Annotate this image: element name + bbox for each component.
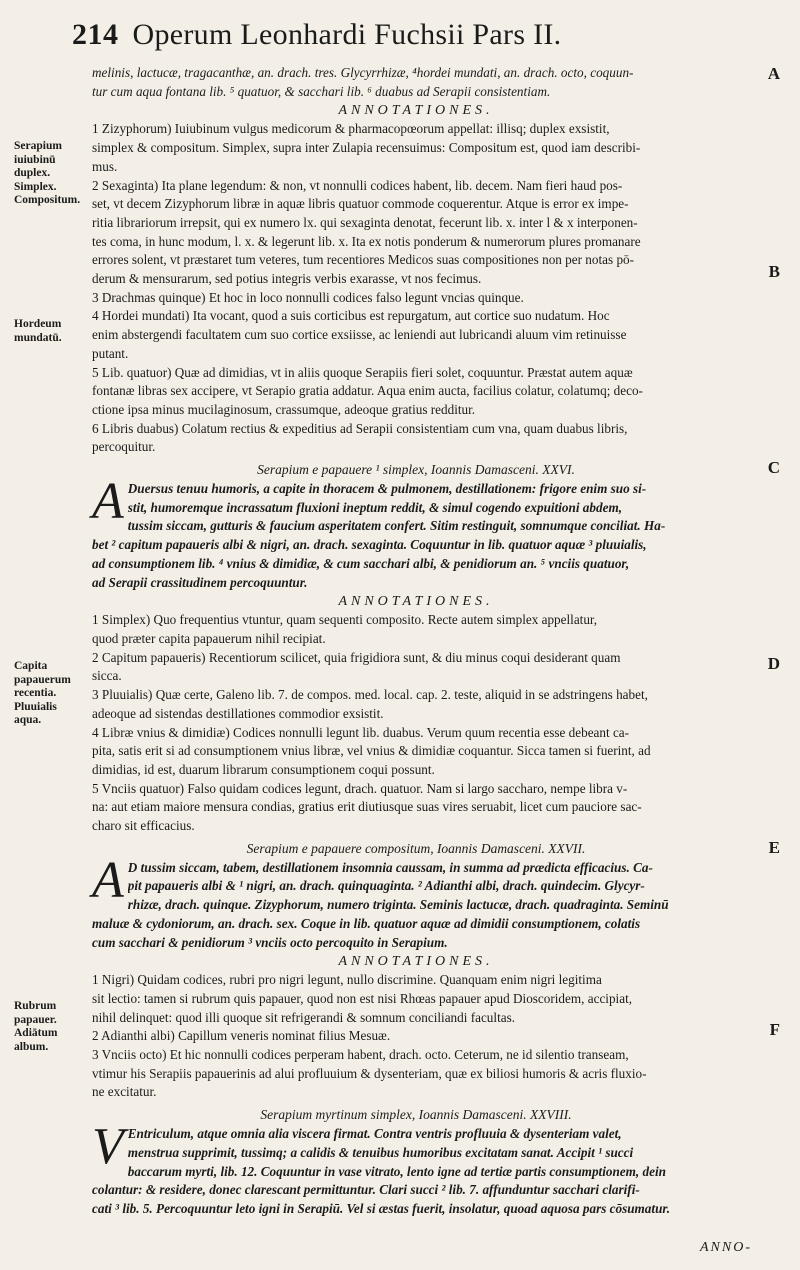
annotation-line: 3 Drachmas quinque) Et hoc in loco nonnulli codices falso legunt vncias quinque.: [92, 289, 524, 305]
catchword: ANNO-: [700, 1240, 752, 1255]
annotations-heading: ANNOTATIONES.: [338, 103, 494, 119]
margin-note-hordeum: Hordeum mundatū.: [14, 318, 62, 344]
page-header: [72, 18, 692, 62]
drop-cap: A: [92, 851, 124, 909]
recipe-block: [92, 473, 740, 592]
recipe-line: Entriculum, atque omnia alia viscera firmat. Contra ventris profluuia & dysenteriam valet,: [127, 1126, 622, 1142]
annotations-heading: ANNOTATIONES.: [338, 594, 494, 610]
recipe-line: bet ² capitum papaueris albi & nigri, an. drach. sexaginta. Coquuntur in lib. quatuor aquæ ³ pluuialis,: [92, 537, 647, 553]
annotation-line: set, vt decem Zizyphorum libræ in aquæ libris quatuor commode coquerentur. Atque is error ex impe-: [92, 196, 629, 212]
recipe-line: ad consumptionem lib. ⁴ vnius & dimidiæ, & cum sacchari albi, & penidiorum an. ⁵ vnciis quatuor,: [92, 555, 630, 571]
running-title: Operum Leonhardi Fuchsii Pars II.: [132, 18, 562, 51]
annotation-line: charo sit efficacius.: [92, 818, 195, 834]
section-title: Serapium e papauere compositum, Ioannis Damasceni. XXVII.: [246, 840, 586, 856]
recipe-line: colantur: & residere, donec clarescant permittuntur. Clari succi ² lib. 7. affunduntur sacchari clarifi-: [92, 1182, 640, 1198]
annotations-heading: ANNOTATIONES.: [338, 954, 494, 970]
annotation-line: 5 Vnciis quatuor) Falso quidam codices legunt, drach. quatuor. Nam si largo saccharo, nempe libra v-: [92, 780, 628, 796]
recipe-line: stit, humoremque incrassatum fluxioni ineptum reddit, & simul cogendo expuitioni abdem,: [127, 499, 623, 515]
annotation-line: 6 Libris duabus) Colatum rectius & expeditius ad Serapii consistentiam cum vna, quam duabus libris,: [92, 420, 628, 436]
annotation-line: 5 Lib. quatuor) Quæ ad dimidias, vt in aliis quoque Serapiis fieri solet, coquuntur. Præstat autem aquæ: [92, 364, 633, 380]
annotation-line: errores solent, vt præstaret tum veteres, tum recentiores Medicos suas compositiones non per notas pō-: [92, 252, 635, 268]
section-letter-d: D: [767, 654, 780, 673]
annotation-line: 2 Capitum papaueris) Recentiorum scilicet, quia frigidiora sunt, & diu minus coqui desiderant quam: [92, 649, 621, 665]
annotation-line: 1 Nigri) Quidam codices, rubri pro nigri legunt, nullo discrimine. Quanquam enim nigri legitima: [92, 972, 602, 988]
recipe-line: maluæ & cydoniorum, an. drach. sex. Coque in lib. quatuor aquæ ad dimidii consumptionem, colatis: [92, 915, 641, 931]
drop-cap: V: [92, 1118, 124, 1176]
annotation-line: tes coma, in hunc modum, l. x. & legerunt lib. x. Ita ex notis ponderum & numerorum plures promanare: [92, 233, 641, 249]
annotation-line: sit lectio: tamen si rubrum quis papauer, quod non est nisi Rhœas papauer apud Dioscoridem, accipiat,: [92, 990, 633, 1006]
annotation-line: mus.: [92, 158, 118, 174]
annotation-line: ctione ipsa minus mucilaginosum, crassumque, adeoque gratius redditur.: [92, 401, 476, 417]
annotation-line: putant.: [92, 345, 129, 361]
annotation-line: 4 Libræ vnius & dimidiæ) Codices nonnulli legunt lib. duabus. Verum quum recentia esse debeant ca-: [92, 724, 630, 740]
section-title: Serapium myrtinum simplex, Ioannis Damasceni. XXVIII.: [260, 1107, 572, 1123]
margin-note-capita: Capita papauerum recentia. Pluuialis aqua.: [14, 660, 71, 726]
annotation-line: enim abstergendi facultatem cum suo cortice exsiisse, ac leniendi aut lubricandi aluum vim retinuisse: [92, 327, 627, 343]
section-title: Serapium e papauere ¹ simplex, Ioannis Damasceni. XXVI.: [257, 462, 575, 478]
annotations-block: [92, 611, 740, 835]
recipe-block: [92, 1118, 740, 1219]
annotation-line: nihil delinquet: quod illi quoque sit refrigerandi & somnum conciliandi facultas.: [92, 1009, 516, 1025]
margin-note-rubrum: Rubrum papauer. Adiātum album.: [14, 1000, 58, 1053]
recipe-line: cati ³ lib. 5. Percoquuntur leto igni in Serapiū. Vel si æstas fuerit, insolatur, quoad aquosa pars cōsumatur.: [92, 1200, 671, 1216]
annotation-line: quod præter capita papauerum nihil recipiat.: [92, 630, 326, 646]
margin-note-serapium: Serapium iuiubinū duplex. Simplex. Compositum.: [14, 140, 81, 206]
intro-line: melinis, lactucæ, tragacanthæ, an. drach. tres. Glycyrrhizæ, ⁴hordei mundati, an. drach. octo, coquun-: [92, 65, 634, 80]
annotation-line: 4 Hordei mundati) Ita vocant, quod a suis corticibus est repurgatum, aut cortice suo nudatum. Hoc: [92, 308, 610, 324]
section-letter-e: E: [768, 838, 780, 857]
annotation-line: 1 Zizyphorum) Iuiubinum vulgus medicorum & pharmacopœorum appellat: illisq; duplex exsistit,: [92, 121, 610, 137]
page-number: 214: [72, 18, 119, 51]
annotation-line: simplex & compositum. Simplex, supra inter Zulapia recensuimus: Compositum est, quod iam describi-: [92, 140, 641, 156]
recipe-line: D tussim siccam, tabem, destillationem insomnia caussam, in summa ad prædicta efficacius. Ca-: [127, 859, 653, 875]
annotation-line: 1 Simplex) Quo frequentius vtuntur, quam sequenti composito. Recte autem simplex appellatur,: [92, 612, 598, 628]
recipe-line: ad Serapii crassitudinem percoquuntur.: [92, 574, 308, 590]
annotation-line: derum & mensurarum, sed potius integris verbis exarasse, vt nos fecimus.: [92, 271, 482, 287]
annotation-line: 3 Vnciis octo) Et hic nonnulli codices perperam habent, drach. octo. Ceterum, ne id silentio transeam,: [92, 1047, 629, 1063]
recipe-line: cum sacchari & penidiorum ³ vnciis octo percoquito in Serapium.: [92, 934, 448, 950]
recipe-line: baccarum myrti, lib. 12. Coquuntur in vase vitrato, lento igne ad tertiæ partis consumptionem, dein: [127, 1163, 666, 1179]
annotation-line: percoquitur.: [92, 439, 156, 455]
annotation-line: adeoque ad sistendas destillationes commodior exsistit.: [92, 705, 384, 721]
annotation-line: dimidias, id est, duarum librarum consumptionem coqui possunt.: [92, 761, 435, 777]
annotation-line: pita, satis erit si ad consumptionem vnius libræ, vel vnius & dimidiæ coquantur. Sicca tamen si fuerint, ad: [92, 743, 651, 759]
annotation-line: na: aut etiam maiore mensura condias, gratius erit diutiusque suas vires seruabit, licet cum pauciore sac-: [92, 799, 642, 815]
recipe-line: rhizæ, drach. quinque. Zizyphorum, numero triginta. Seminis lactucæ, drach. quadraginta. Seminū: [127, 897, 669, 913]
text-body: [92, 64, 740, 1219]
annotation-line: vtimur his Serapiis papauerinis ad alui profluuium & dysenteriam, quæ ex biliosi humoris & acris fluxio-: [92, 1065, 647, 1081]
section-letter-b: B: [768, 262, 780, 281]
recipe-line: menstrua supprimit, tussimq; a calidis & tenuibus humoribus excitatam sanat. Accipit ¹ succi: [127, 1144, 634, 1160]
recipe-line: pit papaueris albi & ¹ nigri, an. drach. quinquaginta. ² Adianthi albi, drach. quindecim. Glycyr-: [127, 878, 645, 894]
recipe-line: Duersus tenuu humoris, a capite in thoracem & pulmonem, destillationem: frigore enim suo si-: [127, 481, 647, 497]
intro-line: tur cum aqua fontana lib. ⁵ quatuor, & sacchari lib. ⁶ duabus ad Serapii consistentiam.: [92, 83, 551, 99]
annotation-line: 2 Adianthi albi) Capillum veneris nominat filius Mesuæ.: [92, 1028, 391, 1044]
annotation-line: fontanæ libras sex accipere, vt Serapio gratia addatur. Aqua enim aucta, facilius colatur, colatumq; deco-: [92, 383, 643, 399]
intro-block: [92, 64, 740, 101]
recipe-block: [92, 851, 740, 953]
annotation-line: 3 Pluuialis) Quæ certe, Galeno lib. 7. de compos. med. local. cap. 2. teste, aliquid in se adstringens habet,: [92, 687, 648, 703]
annotation-line: 2 Sexaginta) Ita plane legendum: & non, vt nonnulli codices habent, lib. decem. Nam fieri haud pos-: [92, 177, 623, 193]
recipe-line: tussim siccam, gutturis & faucium asperitatem confert. Sitim restinguit, somnumque conciliat. Ha-: [127, 518, 666, 534]
drop-cap: A: [92, 473, 124, 531]
annotations-block: [92, 971, 740, 1102]
annotation-line: ritia librariorum irrepsit, qui ex numero lx. qui sexaginta denotat, fecerunt lib. x. inter l & x interponen-: [92, 214, 638, 230]
annotation-line: ne excitatur.: [92, 1084, 157, 1100]
annotation-line: sicca.: [92, 668, 122, 684]
annotations-block: [92, 120, 740, 457]
section-letter-c: C: [767, 458, 780, 477]
section-letter-a: A: [767, 64, 780, 83]
section-letter-f: F: [769, 1020, 780, 1039]
